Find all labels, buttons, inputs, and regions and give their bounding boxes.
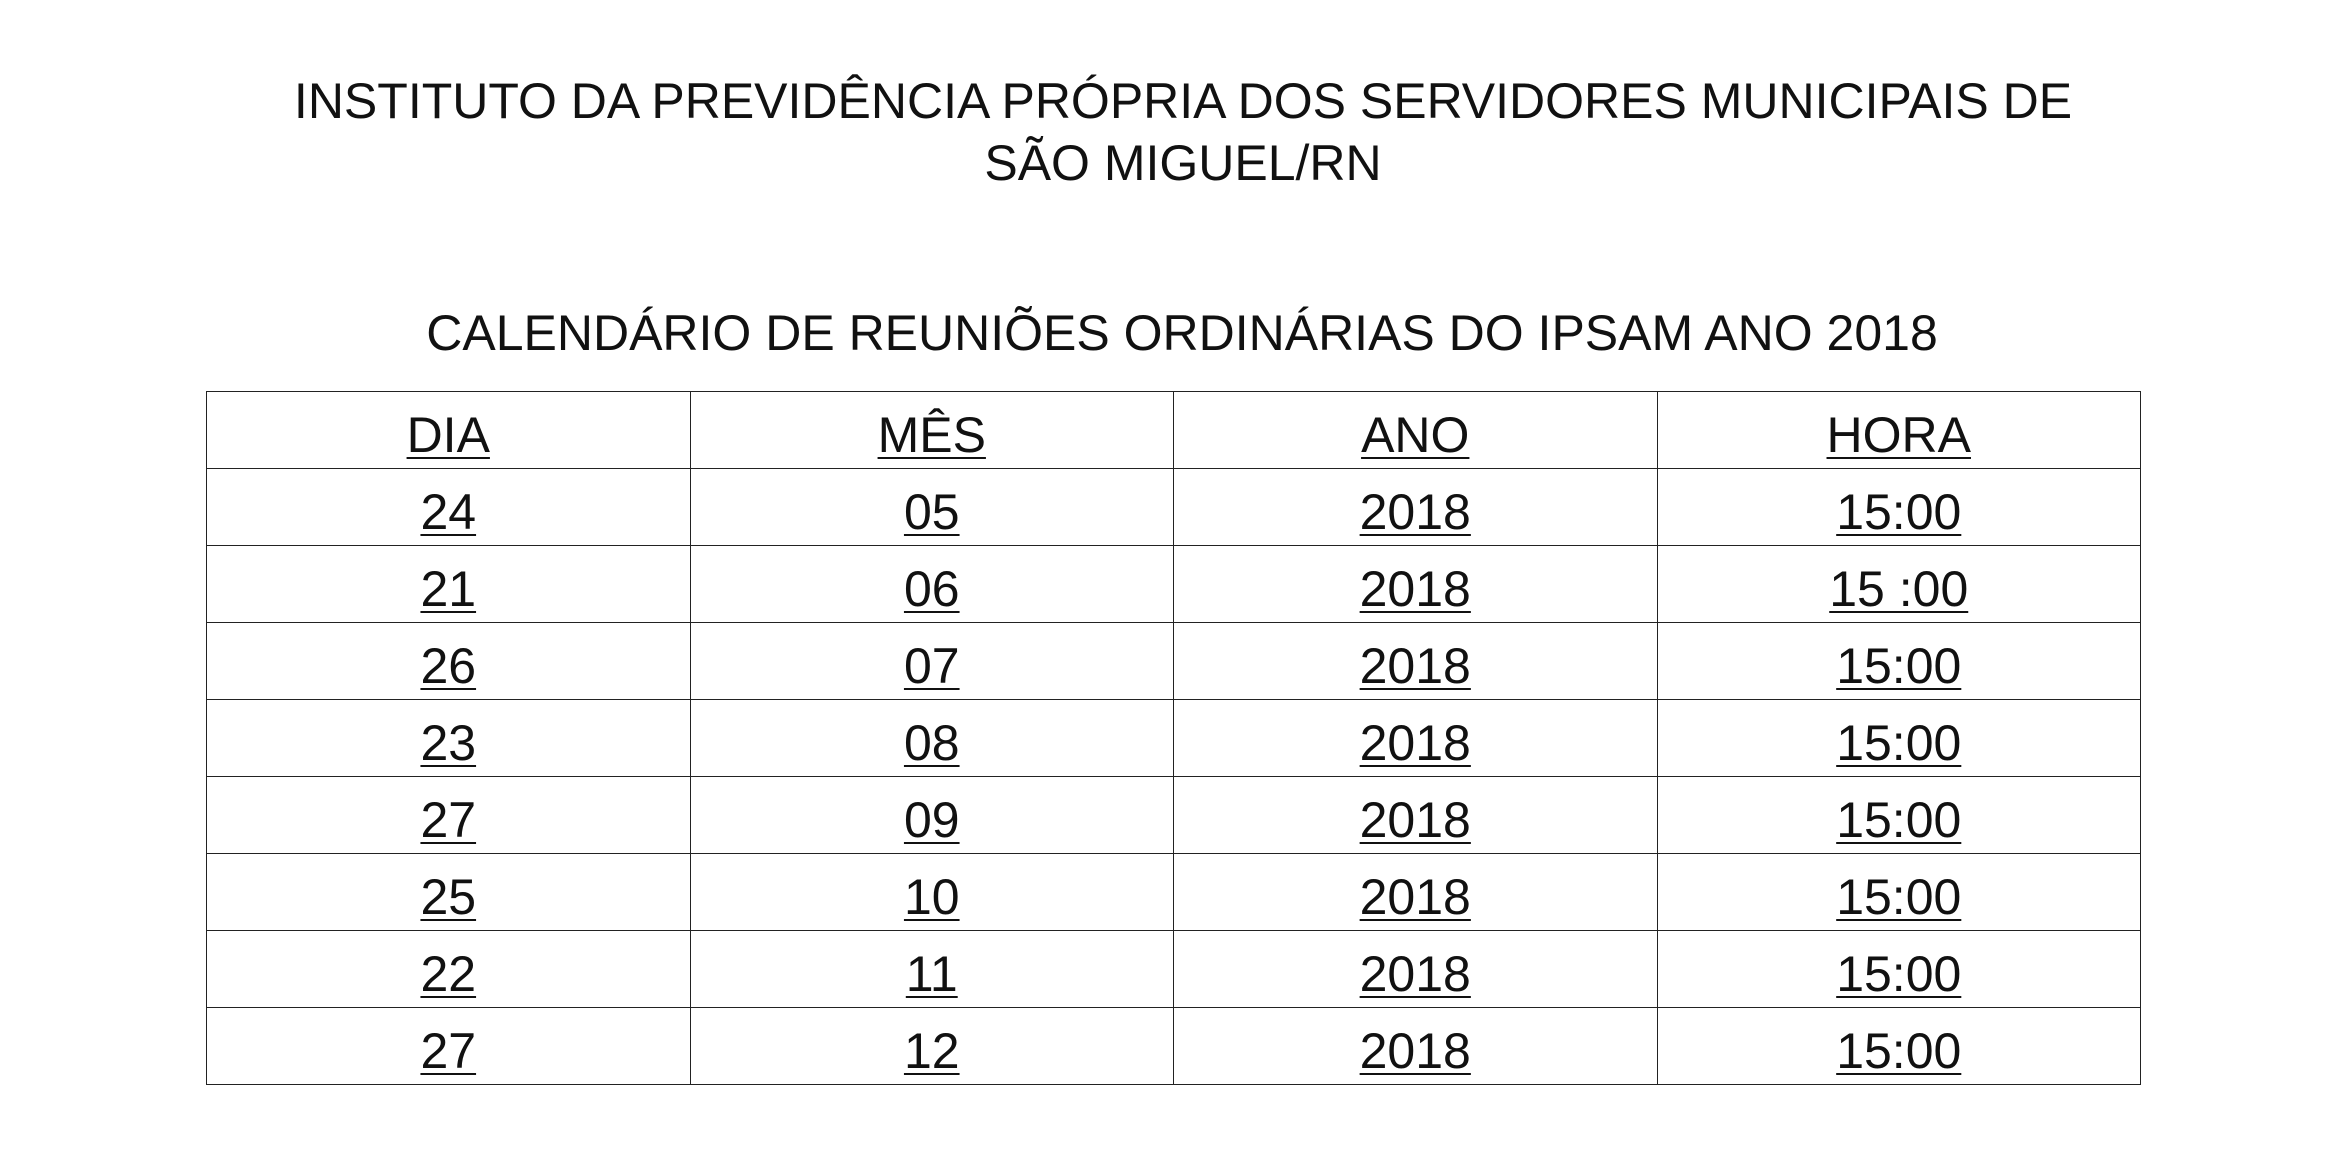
cell-mes <box>690 777 1174 854</box>
cell-value: 21 <box>420 561 477 617</box>
cell-value: 2018 <box>1359 561 1471 617</box>
cell-hora <box>1657 777 2141 854</box>
cell-value: 24 <box>420 484 477 540</box>
cell-value: 10 <box>903 869 960 925</box>
cell-value: 07 <box>903 638 960 694</box>
cell-value: 2018 <box>1359 484 1471 540</box>
cell-mes <box>690 854 1174 931</box>
cell-value: 06 <box>903 561 960 617</box>
column-header-ano <box>1174 392 1658 469</box>
cell-value: 26 <box>420 638 477 694</box>
cell-dia <box>207 854 691 931</box>
cell-dia <box>207 700 691 777</box>
cell-value: 11 <box>905 946 958 1002</box>
cell-dia <box>207 469 691 546</box>
column-header-label: ANO <box>1361 407 1470 463</box>
cell-hora <box>1657 546 2141 623</box>
cell-ano <box>1174 700 1658 777</box>
column-header-mes <box>690 392 1174 469</box>
table-row <box>207 1008 2141 1085</box>
table-header-row <box>207 392 2141 469</box>
cell-value: 15:00 <box>1836 484 1962 540</box>
cell-mes <box>690 700 1174 777</box>
cell-ano <box>1174 777 1658 854</box>
cell-mes <box>690 623 1174 700</box>
cell-mes <box>690 546 1174 623</box>
header-line-1: INSTITUTO DA PREVIDÊNCIA PRÓPRIA DOS SERVIDORES MUNICIPAIS DE <box>293 73 2073 129</box>
cell-value: 27 <box>420 792 477 848</box>
cell-hora <box>1657 1008 2141 1085</box>
cell-hora <box>1657 931 2141 1008</box>
cell-ano <box>1174 1008 1658 1085</box>
cell-hora <box>1657 469 2141 546</box>
column-header-label: HORA <box>1826 407 1971 463</box>
cell-dia <box>207 777 691 854</box>
cell-value: 15:00 <box>1836 1023 1962 1079</box>
cell-ano <box>1174 623 1658 700</box>
cell-mes <box>690 1008 1174 1085</box>
cell-dia <box>207 546 691 623</box>
column-header-dia <box>207 392 691 469</box>
cell-value: 27 <box>420 1023 477 1079</box>
table-row <box>207 546 2141 623</box>
cell-value: 09 <box>903 792 960 848</box>
cell-ano <box>1174 931 1658 1008</box>
cell-value: 2018 <box>1359 1023 1471 1079</box>
cell-mes <box>690 931 1174 1008</box>
table-row <box>207 931 2141 1008</box>
cell-value: 05 <box>903 484 960 540</box>
cell-hora <box>1657 854 2141 931</box>
header-line-2: SÃO MIGUEL/RN <box>984 135 1382 191</box>
table-row <box>207 854 2141 931</box>
cell-value: 12 <box>903 1023 960 1079</box>
cell-value: 23 <box>420 715 477 771</box>
cell-mes <box>690 469 1174 546</box>
cell-value: 15:00 <box>1836 792 1962 848</box>
cell-value: 2018 <box>1359 792 1471 848</box>
cell-hora <box>1657 700 2141 777</box>
cell-value: 15:00 <box>1836 715 1962 771</box>
cell-value: 15:00 <box>1836 638 1962 694</box>
cell-dia <box>207 623 691 700</box>
cell-value: 15 :00 <box>1829 561 1969 617</box>
cell-value: 08 <box>903 715 960 771</box>
cell-value: 25 <box>420 869 477 925</box>
table-row <box>207 623 2141 700</box>
document-header <box>0 70 2336 194</box>
cell-value: 2018 <box>1359 715 1471 771</box>
cell-value: 2018 <box>1359 638 1471 694</box>
calendar-title: CALENDÁRIO DE REUNIÕES ORDINÁRIAS DO IPSAM ANO 2018 <box>426 305 1938 361</box>
table-row <box>207 700 2141 777</box>
cell-dia <box>207 931 691 1008</box>
cell-ano <box>1174 854 1658 931</box>
meeting-calendar-table <box>206 391 2141 1085</box>
column-header-hora <box>1657 392 2141 469</box>
cell-value: 15:00 <box>1836 869 1962 925</box>
cell-dia <box>207 1008 691 1085</box>
table-row <box>207 469 2141 546</box>
cell-ano <box>1174 546 1658 623</box>
cell-value: 15:00 <box>1836 946 1962 1002</box>
column-header-label: DIA <box>406 407 490 463</box>
cell-ano <box>1174 469 1658 546</box>
cell-hora <box>1657 623 2141 700</box>
column-header-label: MÊS <box>877 407 986 463</box>
cell-value: 22 <box>420 946 477 1002</box>
cell-value: 2018 <box>1359 869 1471 925</box>
table-row <box>207 777 2141 854</box>
cell-value: 2018 <box>1359 946 1471 1002</box>
